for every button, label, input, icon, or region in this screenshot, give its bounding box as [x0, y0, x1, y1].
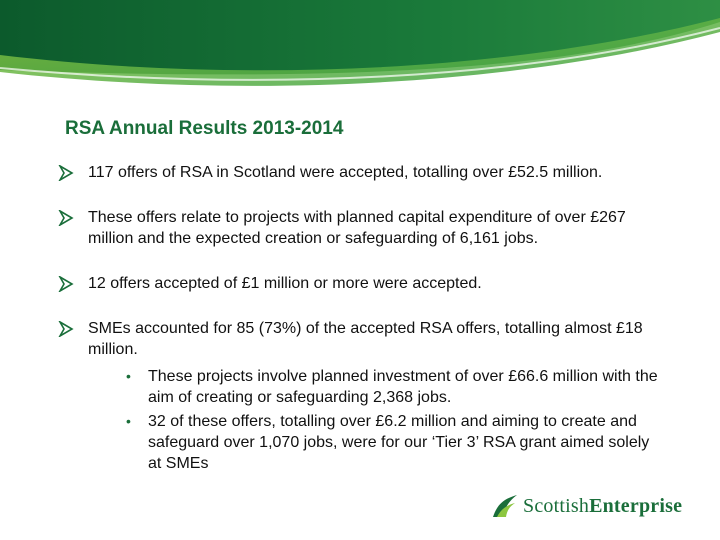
dot-icon: • — [126, 368, 131, 384]
header-banner — [0, 0, 720, 100]
bullet-item — [56, 207, 666, 249]
bullet-text: 117 offers of RSA in Scotland were accepted, totalling over £52.5 million. — [88, 164, 603, 181]
bullet-text: SMEs accounted for 85 (73%) of the accepted RSA offers, totalling almost £18 million. — [88, 320, 643, 358]
bullet-text: These offers relate to projects with planned capital expenditure of over £267 million and the expected creation or safeguarding of 6,161 jobs. — [88, 209, 626, 247]
sub-bullet-item — [126, 411, 666, 474]
arrow-icon — [58, 276, 74, 292]
sub-bullet-text: These projects involve planned investment of over £66.6 million with the aim of creating or safeguarding 2,368 jobs. — [148, 368, 658, 406]
logo-text-part2: Enterprise — [589, 494, 683, 517]
bullet-item — [56, 273, 666, 294]
bullet-text: 12 offers accepted of £1 million or more were accepted. — [88, 275, 482, 292]
bullet-item — [56, 162, 666, 183]
arrow-icon — [58, 321, 74, 337]
sub-bullet-item — [126, 366, 666, 408]
scottish-enterprise-logo-mark — [491, 493, 519, 519]
arrow-icon — [58, 165, 74, 181]
scottish-enterprise-logo — [491, 493, 682, 519]
arrow-icon — [58, 210, 74, 226]
bullet-item — [56, 318, 666, 474]
logo-text-part1: Scottish — [523, 494, 590, 517]
dot-icon: • — [126, 413, 131, 429]
sub-bullet-text: 32 of these offers, totalling over £6.2 million and aiming to create and safeguard over 1,070 jobs, were for our ‘Tier 3’ RSA grant aimed solely at SMEs — [148, 413, 650, 472]
page-title: RSA Annual Results 2013-2014 — [65, 118, 344, 139]
bullet-list — [56, 162, 666, 474]
logo-text — [523, 495, 682, 518]
sub-bullet-list — [88, 366, 666, 474]
